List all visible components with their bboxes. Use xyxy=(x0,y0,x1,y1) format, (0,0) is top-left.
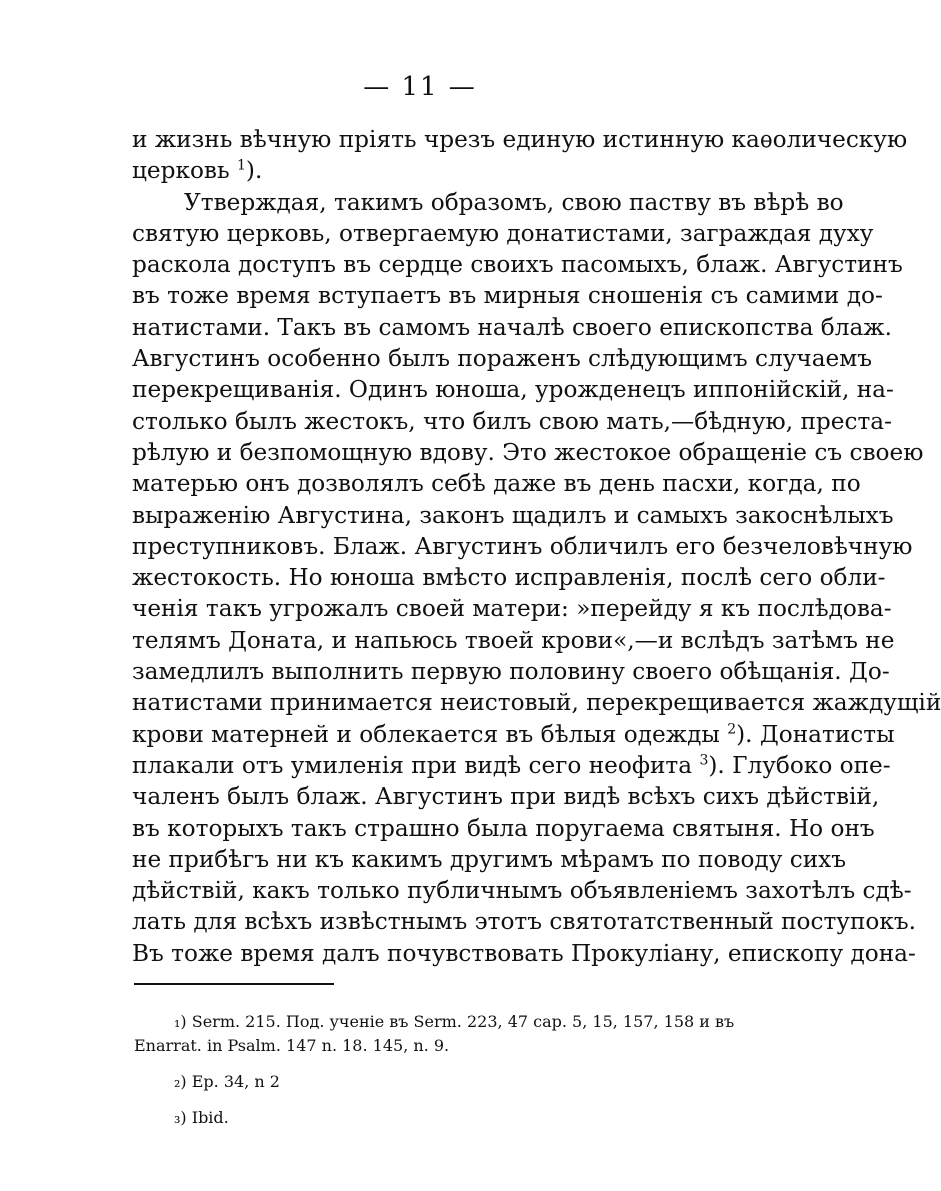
text-line: Августинъ особенно былъ пораженъ слѣдующимъ случаемъ xyxy=(132,345,873,373)
text-fragment: церковь xyxy=(132,157,230,185)
text-line: раскола доступъ въ сердце своихъ пасомыхъ, блаж. Августинъ xyxy=(132,251,903,279)
text-line: ченія такъ угрожалъ своей матери: »перейду я къ послѣдова- xyxy=(132,595,892,623)
paragraph-2 xyxy=(132,187,941,969)
footnote-marker: 3 xyxy=(699,752,709,769)
text-line xyxy=(132,719,895,750)
text-line: матерью онъ дозволялъ себѣ даже въ день пасхи, когда, по xyxy=(132,470,861,498)
text-line: Въ тоже время далъ почувствовать Прокуліану, епископу дона- xyxy=(132,939,916,967)
text-line: и жизнь вѣчную пріять чрезъ единую истинную каѳолическую xyxy=(132,126,908,153)
text-fragment: ). Глубоко опе- xyxy=(708,751,891,779)
text-line: телямъ Доната, и напьюсь твоей крови«,—и вслѣдъ затѣмъ не xyxy=(132,626,895,654)
text-line: перекрещиванія. Одинъ юноша, урожденецъ иппонійскій, на- xyxy=(132,376,894,404)
text-line xyxy=(132,750,891,781)
paragraph-1 xyxy=(132,124,908,187)
text-line: лать для всѣхъ извѣстнымъ этотъ святотатственный поступокъ. xyxy=(132,908,916,936)
text-line: преступниковъ. Блаж. Августинъ обличилъ его безчеловѣчную xyxy=(132,532,913,560)
page-number: — 11 — xyxy=(363,72,477,102)
footnote-divider xyxy=(134,983,334,985)
text-line: замедлилъ выполнить первую половину своего обѣщанія. До- xyxy=(132,658,890,686)
footnote-1-continuation: Enarrat. in Psalm. 147 n. 18. 145, n. 9. xyxy=(134,1036,450,1055)
footnote-marker: 2 xyxy=(727,720,737,737)
text-line xyxy=(132,155,760,186)
footnote-1: ₁) Serm. 215. Под. ученіе въ Serm. 223, 47 cap. 5, 15, 157, 158 и въ xyxy=(174,1012,735,1031)
text-line: Утверждая, такимъ образомъ, свою паству въ вѣрѣ во xyxy=(184,188,844,216)
text-line: натистами принимается неистовый, перекрещивается жаждущій xyxy=(132,689,941,717)
text-fragment: ). Донатисты xyxy=(736,720,895,748)
main-text xyxy=(132,124,941,969)
text-line: святую церковь, отвергаемую донатистами, заграждая духу xyxy=(132,219,874,247)
text-line: въ тоже время вступаетъ въ мирныя сношенія съ самими до- xyxy=(132,282,883,310)
text-line: дѣйствій, какъ только публичнымъ объявленіемъ захотѣлъ сдѣ- xyxy=(132,877,912,905)
text-line: жестокость. Но юноша вмѣсто исправленія, послѣ сего обли- xyxy=(132,564,886,592)
text-fragment: ). xyxy=(245,157,263,185)
footnotes xyxy=(134,1010,764,1130)
footnote-marker: 1 xyxy=(236,157,246,174)
text-line: столько былъ жестокъ, что билъ свою мать,—бѣдную, преста- xyxy=(132,407,892,435)
text-line: чаленъ былъ блаж. Августинъ при видѣ всѣхъ сихъ дѣйствій, xyxy=(132,783,880,811)
text-line: натистами. Такъ въ самомъ началѣ своего епископства блаж. xyxy=(132,313,893,341)
text-line: выраженію Августина, законъ щадилъ и самыхъ закоснѣлыхъ xyxy=(132,501,894,529)
text-line: не прибѣгъ ни къ какимъ другимъ мѣрамъ по поводу сихъ xyxy=(132,845,846,873)
text-line: въ которыхъ такъ страшно была поругаема святыня. Но онъ xyxy=(132,814,875,842)
text-fragment: плакали отъ умиленія при видѣ сего неофита xyxy=(132,751,693,779)
footnote-2: ₂) Ep. 34, n 2 xyxy=(174,1072,280,1091)
text-line: рѣлую и безпомощную вдову. Это жестокое обращеніе съ своею xyxy=(132,438,924,466)
text-fragment: крови матерней и облекается въ бѣлыя одежды xyxy=(132,720,720,748)
footnote-3: ₃) Ibid. xyxy=(174,1108,229,1127)
